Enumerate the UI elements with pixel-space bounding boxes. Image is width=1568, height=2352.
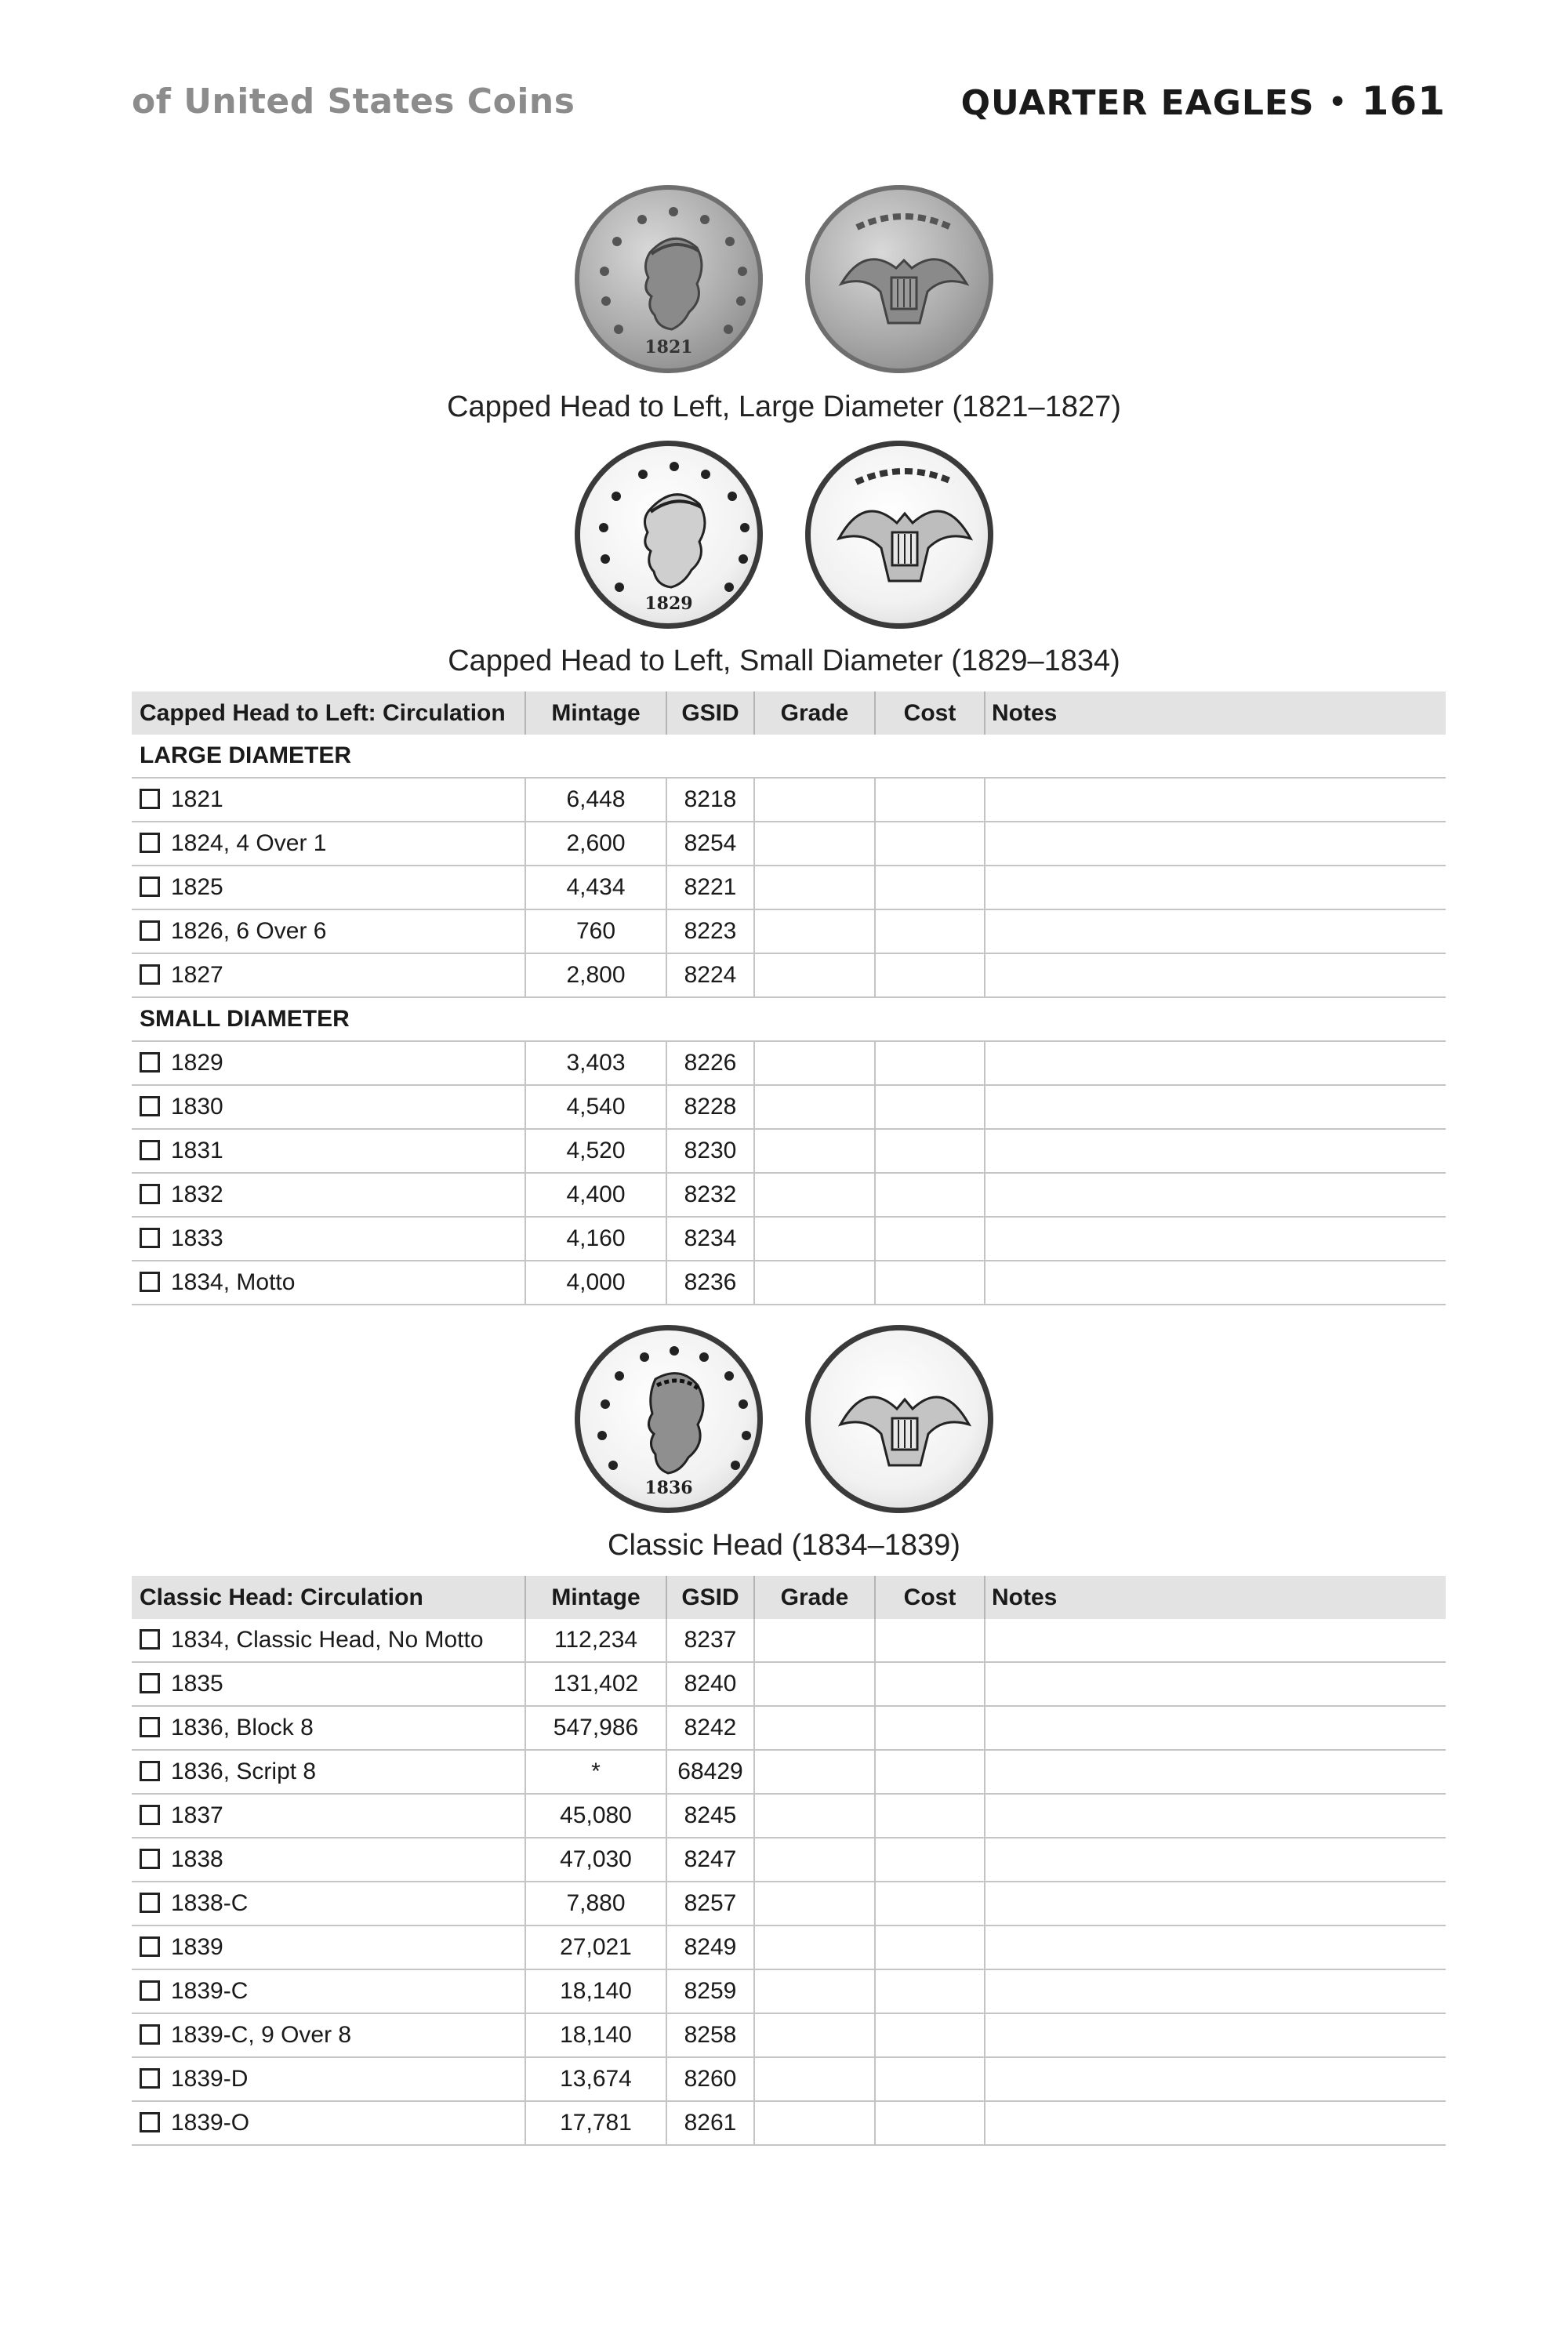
section-title: QUARTER EAGLES (960, 83, 1315, 123)
variety-label: 1838 (171, 1846, 223, 1873)
table-row (132, 1619, 1446, 1662)
grade-cell[interactable] (754, 1882, 875, 1926)
grade-cell[interactable] (754, 822, 875, 866)
cost-cell[interactable] (875, 1261, 985, 1305)
variety-cell (132, 1838, 525, 1882)
variety-cell (132, 1041, 525, 1085)
col-header-grade: Grade (754, 691, 875, 735)
gsid-cell: 8232 (666, 1173, 754, 1217)
col-header-gsid: GSID (666, 1576, 754, 1619)
mintage-cell: 2,800 (525, 953, 666, 997)
notes-cell[interactable] (985, 2057, 1446, 2101)
variety-cell (132, 778, 525, 822)
gsid-cell: 8228 (666, 1085, 754, 1129)
col-header-cost: Cost (875, 691, 985, 735)
col-header-variety: Capped Head to Left: Circulation (132, 691, 525, 735)
checkbox[interactable] (140, 1980, 160, 2001)
grade-cell[interactable] (754, 909, 875, 953)
gsid-cell: 8218 (666, 778, 754, 822)
table-row (132, 1129, 1446, 1173)
checkbox[interactable] (140, 1849, 160, 1869)
checkbox[interactable] (140, 2068, 160, 2089)
gsid-cell: 8261 (666, 2101, 754, 2145)
mintage-cell: 4,434 (525, 866, 666, 909)
variety-label: 1830 (171, 1094, 223, 1120)
cost-cell[interactable] (875, 1662, 985, 1706)
variety-label: 1825 (171, 874, 223, 901)
variety-label: 1836, Script 8 (171, 1759, 317, 1785)
cost-cell[interactable] (875, 1085, 985, 1129)
grade-cell[interactable] (754, 1794, 875, 1838)
mintage-cell: 4,000 (525, 1261, 666, 1305)
checkbox[interactable] (140, 1052, 160, 1073)
grade-cell[interactable] (754, 2057, 875, 2101)
variety-cell (132, 2057, 525, 2101)
gsid-cell: 8247 (666, 1838, 754, 1882)
cost-cell[interactable] (875, 1750, 985, 1794)
gsid-cell: 8226 (666, 1041, 754, 1085)
variety-cell (132, 866, 525, 909)
gsid-cell: 8259 (666, 1969, 754, 2013)
notes-cell[interactable] (985, 1794, 1446, 1838)
grade-cell[interactable] (754, 1129, 875, 1173)
cost-cell[interactable] (875, 1129, 985, 1173)
variety-cell (132, 953, 525, 997)
notes-cell[interactable] (985, 2013, 1446, 2057)
variety-label: 1821 (171, 786, 223, 813)
checkbox[interactable] (140, 1717, 160, 1737)
classic-head-table (132, 1576, 1446, 2146)
section-row-small-diameter (132, 997, 1446, 1041)
page-number: 161 (1361, 78, 1446, 124)
grade-cell[interactable] (754, 2013, 875, 2057)
cost-cell[interactable] (875, 1619, 985, 1662)
gsid-cell: 8249 (666, 1926, 754, 1969)
variety-label: 1839-C (171, 1978, 249, 2005)
cost-cell[interactable] (875, 1041, 985, 1085)
variety-cell (132, 2013, 525, 2057)
variety-cell (132, 1969, 525, 2013)
coin-obverse-classic-head-icon (575, 1325, 763, 1513)
cost-cell[interactable] (875, 1882, 985, 1926)
table-row (132, 2101, 1446, 2145)
col-header-gsid: GSID (666, 691, 754, 735)
checkbox[interactable] (140, 1629, 160, 1650)
checkbox[interactable] (140, 1893, 160, 1913)
cost-cell[interactable] (875, 1173, 985, 1217)
coin-reverse-eagle-icon (805, 441, 993, 629)
table-row (132, 2057, 1446, 2101)
gsid-cell: 8237 (666, 1619, 754, 1662)
variety-label: 1832 (171, 1181, 223, 1208)
variety-cell (132, 1129, 525, 1173)
variety-label: 1833 (171, 1225, 223, 1252)
checkbox[interactable] (140, 964, 160, 985)
variety-label: 1839-O (171, 2110, 250, 2136)
table-row (132, 1217, 1446, 1261)
notes-cell[interactable] (985, 1261, 1446, 1305)
gsid-cell: 8258 (666, 2013, 754, 2057)
mintage-cell: 4,540 (525, 1085, 666, 1129)
coin-caption-2: Capped Head to Left, Small Diameter (1829–1834) (448, 644, 1120, 677)
variety-cell (132, 1882, 525, 1926)
notes-cell[interactable] (985, 1706, 1446, 1750)
running-header-left: of United States Coins (132, 82, 575, 122)
table-row (132, 1838, 1446, 1882)
col-header-notes: Notes (985, 691, 1446, 735)
checkbox[interactable] (140, 877, 160, 897)
mintage-cell: 547,986 (525, 1706, 666, 1750)
gsid-cell: 8221 (666, 866, 754, 909)
cost-cell[interactable] (875, 778, 985, 822)
section-title: SMALL DIAMETER (132, 997, 1446, 1041)
variety-cell (132, 1662, 525, 1706)
variety-label: 1827 (171, 962, 223, 989)
col-header-grade: Grade (754, 1576, 875, 1619)
mintage-cell: 4,400 (525, 1173, 666, 1217)
gsid-cell: 8236 (666, 1261, 754, 1305)
notes-cell[interactable] (985, 1041, 1446, 1085)
notes-cell[interactable] (985, 1619, 1446, 1662)
table-row (132, 909, 1446, 953)
col-header-variety: Classic Head: Circulation (132, 1576, 525, 1619)
coin-obverse-capped-head-icon (575, 185, 763, 373)
gsid-cell: 8242 (666, 1706, 754, 1750)
coin-date: 1821 (644, 337, 693, 358)
variety-label: 1829 (171, 1050, 223, 1076)
table-row (132, 953, 1446, 997)
notes-cell[interactable] (985, 2101, 1446, 2145)
mintage-cell: 4,160 (525, 1217, 666, 1261)
cost-cell[interactable] (875, 953, 985, 997)
mintage-cell: 17,781 (525, 2101, 666, 2145)
notes-cell[interactable] (985, 1969, 1446, 2013)
checkbox[interactable] (140, 1184, 160, 1204)
variety-label: 1837 (171, 1802, 223, 1829)
cost-cell[interactable] (875, 2013, 985, 2057)
table-row (132, 1041, 1446, 1085)
coin-caption-3: Classic Head (1834–1839) (608, 1529, 960, 1562)
variety-label: 1834, Motto (171, 1269, 296, 1296)
table-row (132, 1173, 1446, 1217)
running-header-right (961, 78, 1446, 124)
gsid-cell: 8245 (666, 1794, 754, 1838)
gsid-cell: 8254 (666, 822, 754, 866)
variety-label: 1838-C (171, 1890, 249, 1917)
grade-cell[interactable] (754, 953, 875, 997)
coin-image-pair-1 (0, 185, 1568, 373)
mintage-cell: 13,674 (525, 2057, 666, 2101)
cost-cell[interactable] (875, 866, 985, 909)
bullet-separator: • (1328, 86, 1348, 118)
table-row (132, 866, 1446, 909)
cost-cell[interactable] (875, 909, 985, 953)
cost-cell[interactable] (875, 1706, 985, 1750)
cost-cell[interactable] (875, 1926, 985, 1969)
mintage-cell: 760 (525, 909, 666, 953)
mintage-cell: 6,448 (525, 778, 666, 822)
notes-cell[interactable] (985, 866, 1446, 909)
notes-cell[interactable] (985, 1129, 1446, 1173)
gsid-cell: 8257 (666, 1882, 754, 1926)
mintage-cell: 18,140 (525, 1969, 666, 2013)
col-header-notes: Notes (985, 1576, 1446, 1619)
grade-cell[interactable] (754, 866, 875, 909)
coin-reverse-eagle-icon (805, 185, 993, 373)
checkbox[interactable] (140, 1272, 160, 1292)
grade-cell[interactable] (754, 1261, 875, 1305)
variety-label: 1835 (171, 1671, 223, 1697)
section-title: LARGE DIAMETER (132, 735, 1446, 778)
cost-cell[interactable] (875, 1969, 985, 2013)
grade-cell[interactable] (754, 1085, 875, 1129)
checkbox[interactable] (140, 920, 160, 941)
checkbox[interactable] (140, 1761, 160, 1781)
col-header-mintage: Mintage (525, 691, 666, 735)
mintage-cell: 4,520 (525, 1129, 666, 1173)
grade-cell[interactable] (754, 1706, 875, 1750)
table-row (132, 1794, 1446, 1838)
notes-cell[interactable] (985, 1838, 1446, 1882)
table-row (132, 2013, 1446, 2057)
variety-label: 1839 (171, 1934, 223, 1961)
notes-cell[interactable] (985, 1173, 1446, 1217)
variety-cell (132, 909, 525, 953)
variety-cell (132, 2101, 525, 2145)
checkbox[interactable] (140, 1096, 160, 1116)
variety-cell (132, 1173, 525, 1217)
variety-cell (132, 1217, 525, 1261)
cost-cell[interactable] (875, 1217, 985, 1261)
table-row (132, 1085, 1446, 1129)
mintage-cell: 2,600 (525, 822, 666, 866)
variety-cell (132, 1926, 525, 1969)
table-row (132, 822, 1446, 866)
gsid-cell: 8224 (666, 953, 754, 997)
mintage-cell: * (525, 1750, 666, 1794)
variety-cell (132, 1706, 525, 1750)
grade-cell[interactable] (754, 778, 875, 822)
gsid-cell: 8223 (666, 909, 754, 953)
grade-cell[interactable] (754, 1969, 875, 2013)
variety-cell (132, 1794, 525, 1838)
grade-cell[interactable] (754, 2101, 875, 2145)
notes-cell[interactable] (985, 822, 1446, 866)
coin-obverse-capped-head-icon (575, 441, 763, 629)
coin-reverse-eagle-icon (805, 1325, 993, 1513)
variety-cell (132, 1261, 525, 1305)
coin-date: 1836 (644, 1478, 693, 1498)
notes-cell[interactable] (985, 909, 1446, 953)
variety-cell (132, 1750, 525, 1794)
coin-caption-1: Capped Head to Left, Large Diameter (1821–1827) (447, 390, 1121, 423)
gsid-cell: 8260 (666, 2057, 754, 2101)
col-header-mintage: Mintage (525, 1576, 666, 1619)
cost-cell[interactable] (875, 1794, 985, 1838)
notes-cell[interactable] (985, 1750, 1446, 1794)
variety-label: 1826, 6 Over 6 (171, 918, 327, 945)
notes-cell[interactable] (985, 953, 1446, 997)
table-header-row (132, 1576, 1446, 1619)
checkbox[interactable] (140, 2112, 160, 2132)
checkbox[interactable] (140, 1140, 160, 1160)
checkbox[interactable] (140, 789, 160, 809)
cost-cell[interactable] (875, 1838, 985, 1882)
notes-cell[interactable] (985, 1882, 1446, 1926)
cost-cell[interactable] (875, 2101, 985, 2145)
mintage-cell: 112,234 (525, 1619, 666, 1662)
section-row-large-diameter (132, 735, 1446, 778)
gsid-cell: 8230 (666, 1129, 754, 1173)
variety-label: 1824, 4 Over 1 (171, 830, 327, 857)
grade-cell[interactable] (754, 1838, 875, 1882)
variety-label: 1836, Block 8 (171, 1715, 314, 1741)
checkbox[interactable] (140, 2024, 160, 2045)
grade-cell[interactable] (754, 1662, 875, 1706)
variety-cell (132, 1085, 525, 1129)
table-row (132, 778, 1446, 822)
mintage-cell: 131,402 (525, 1662, 666, 1706)
table-row (132, 1662, 1446, 1706)
mintage-cell: 18,140 (525, 2013, 666, 2057)
mintage-cell: 7,880 (525, 1882, 666, 1926)
capped-head-table (132, 691, 1446, 1305)
mintage-cell: 27,021 (525, 1926, 666, 1969)
notes-cell[interactable] (985, 778, 1446, 822)
variety-cell (132, 822, 525, 866)
variety-label: 1839-D (171, 2066, 249, 2092)
table-row (132, 1882, 1446, 1926)
table-row (132, 1750, 1446, 1794)
variety-label: 1831 (171, 1138, 223, 1164)
mintage-cell: 47,030 (525, 1838, 666, 1882)
mintage-cell: 3,403 (525, 1041, 666, 1085)
checkbox[interactable] (140, 833, 160, 853)
table-row (132, 1261, 1446, 1305)
variety-label: 1839-C, 9 Over 8 (171, 2022, 352, 2049)
coin-image-pair-2 (0, 441, 1568, 629)
checkbox[interactable] (140, 1805, 160, 1825)
notes-cell[interactable] (985, 1926, 1446, 1969)
grade-cell[interactable] (754, 1926, 875, 1969)
notes-cell[interactable] (985, 1662, 1446, 1706)
cost-cell[interactable] (875, 822, 985, 866)
table-row (132, 1926, 1446, 1969)
notes-cell[interactable] (985, 1085, 1446, 1129)
gsid-cell: 8240 (666, 1662, 754, 1706)
table-row (132, 1969, 1446, 2013)
table-header-row (132, 691, 1446, 735)
checkbox[interactable] (140, 1228, 160, 1248)
table-row (132, 1706, 1446, 1750)
cost-cell[interactable] (875, 2057, 985, 2101)
mintage-cell: 45,080 (525, 1794, 666, 1838)
variety-label: 1834, Classic Head, No Motto (171, 1627, 484, 1653)
grade-cell[interactable] (754, 1750, 875, 1794)
checkbox[interactable] (140, 1936, 160, 1957)
col-header-cost: Cost (875, 1576, 985, 1619)
gsid-cell: 8234 (666, 1217, 754, 1261)
coin-date: 1829 (644, 593, 693, 614)
coin-image-pair-3 (0, 1325, 1568, 1513)
notes-cell[interactable] (985, 1217, 1446, 1261)
grade-cell[interactable] (754, 1173, 875, 1217)
checkbox[interactable] (140, 1673, 160, 1693)
gsid-cell: 68429 (666, 1750, 754, 1794)
variety-cell (132, 1619, 525, 1662)
grade-cell[interactable] (754, 1619, 875, 1662)
grade-cell[interactable] (754, 1041, 875, 1085)
grade-cell[interactable] (754, 1217, 875, 1261)
